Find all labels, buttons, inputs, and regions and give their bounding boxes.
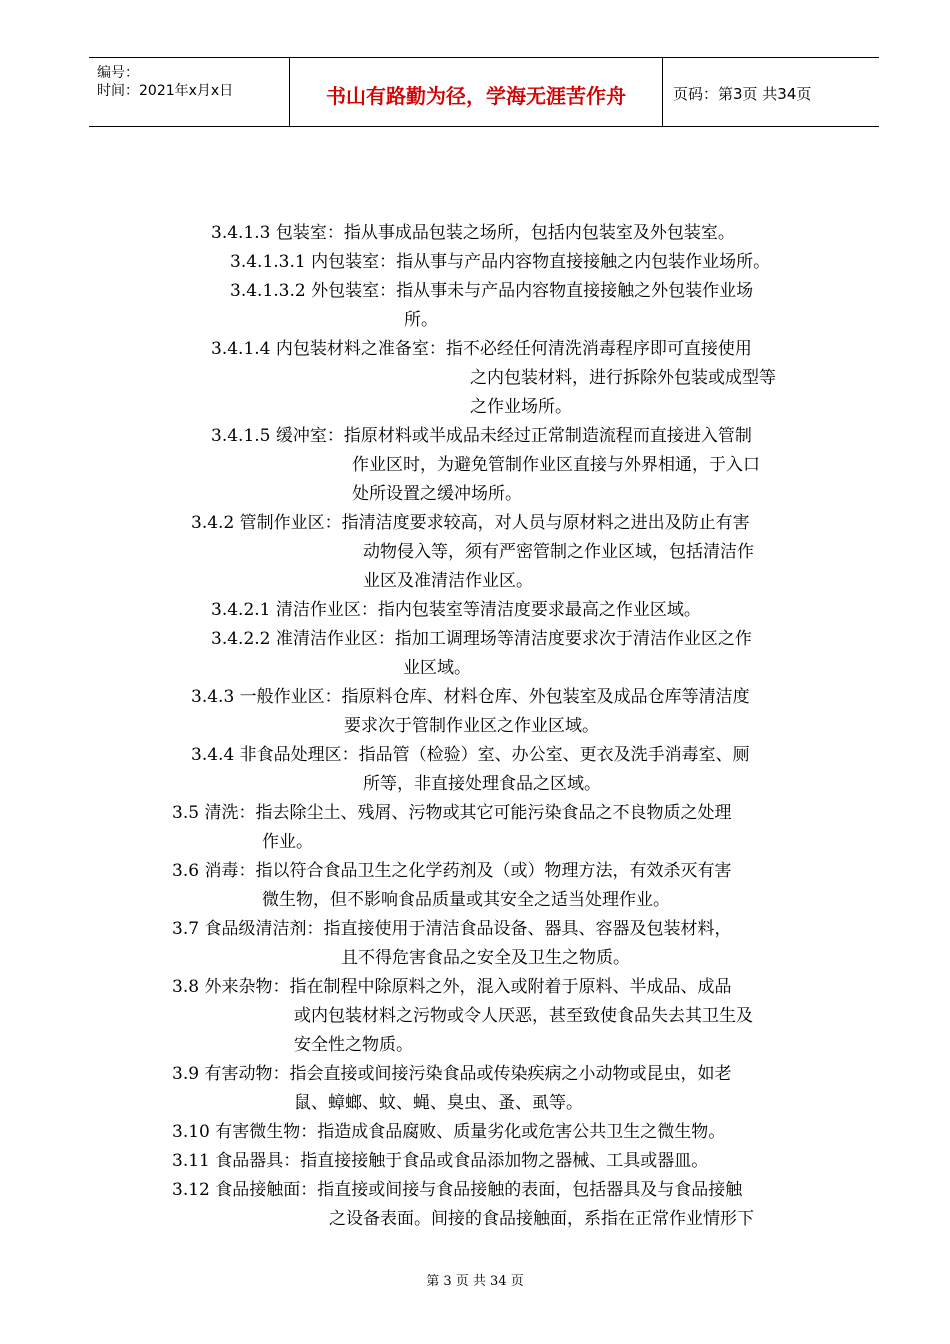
text-line: 3.4.3 一般作业区：指原料仓库、材料仓库、外包装室及成品仓库等清洁度 xyxy=(191,687,750,707)
text-line: 所等，非直接处理食品之区域。 xyxy=(363,774,601,794)
text-line: 3.10 有害微生物：指造成食品腐败、质量劣化或危害公共卫生之微生物。 xyxy=(172,1122,726,1142)
document-number-label: 编号： xyxy=(97,65,139,81)
text-line: 3.4.2.2 准清洁作业区：指加工调理场等清洁度要求次于清洁作业区之作 xyxy=(211,629,752,649)
text-line: 或内包装材料之污物或令人厌恶，甚至致使食品失去其卫生及 xyxy=(294,1006,753,1026)
text-line: 作业。 xyxy=(262,832,313,852)
page-header xyxy=(89,57,879,127)
text-line: 3.4.1.3.1 内包装室：指从事与产品内容物直接接触之内包装作业场所。 xyxy=(230,252,771,272)
text-line: 3.11 食品器具：指直接接触于食品或食品添加物之器械、工具或器皿。 xyxy=(172,1151,709,1171)
text-line: 且不得危害食品之安全及卫生之物质。 xyxy=(341,948,630,968)
text-line: 3.8 外来杂物：指在制程中除原料之外，混入或附着于原料、半成品、成品 xyxy=(172,977,732,997)
text-line: 3.4.1.3 包装室：指从事成品包装之场所，包括内包装室及外包装室。 xyxy=(211,223,735,243)
header-motto-cell xyxy=(290,58,663,126)
page-footer: 第 3 页 共 34 页 xyxy=(426,1274,524,1289)
header-info-cell xyxy=(89,58,290,126)
text-line: 鼠、蟑螂、蚊、蝇、臭虫、蚤、虱等。 xyxy=(294,1093,583,1113)
text-line: 动物侵入等，须有严密管制之作业区域，包括清洁作 xyxy=(363,542,754,562)
motto-text: 书山有路勤为径，学海无涯苦作舟 xyxy=(326,84,626,108)
text-line: 微生物，但不影响食品质量或其安全之适当处理作业。 xyxy=(262,890,670,910)
header-page-cell xyxy=(663,58,879,126)
text-line: 3.4.1.5 缓冲室：指原材料或半成品未经过正常制造流程而直接进入管制 xyxy=(211,426,752,446)
text-line: 所。 xyxy=(404,310,438,330)
text-line: 之内包装材料，进行拆除外包装或成型等 xyxy=(470,368,776,388)
text-line: 3.12 食品接触面：指直接或间接与食品接触的表面，包括器具及与食品接触 xyxy=(172,1180,743,1200)
text-line: 3.4.1.4 内包装材料之准备室：指不必经任何清洗消毒程序即可直接使用 xyxy=(211,339,752,359)
text-line: 要求次于管制作业区之作业区域。 xyxy=(344,716,599,736)
text-line: 业区域。 xyxy=(403,658,471,678)
page-code: 页码：第3页 共34页 xyxy=(673,85,812,103)
text-line: 3.6 消毒：指以符合食品卫生之化学药剂及（或）物理方法，有效杀灭有害 xyxy=(172,861,732,881)
text-line: 之作业场所。 xyxy=(470,397,572,417)
text-line: 作业区时，为避免管制作业区直接与外界相通，于入口 xyxy=(352,455,760,475)
text-line: 3.4.1.3.2 外包装室：指从事未与产品内容物直接接触之外包装作业场 xyxy=(230,281,754,301)
text-line: 之设备表面。间接的食品接触面，系指在正常作业情形下 xyxy=(329,1209,754,1229)
text-line: 业区及准清洁作业区。 xyxy=(363,571,533,591)
text-line: 3.4.4 非食品处理区：指品管（检验）室、办公室、更衣及洗手消毒室、厕 xyxy=(191,745,750,765)
text-line: 3.4.2.1 清洁作业区：指内包装室等清洁度要求最高之作业区域。 xyxy=(211,600,701,620)
document-time-label: 时间：2021年x月x日 xyxy=(97,83,234,99)
text-line: 安全性之物质。 xyxy=(294,1035,413,1055)
text-line: 3.7 食品级清洁剂：指直接使用于清洁食品设备、器具、容器及包装材料， xyxy=(172,919,732,939)
text-line: 3.9 有害动物：指会直接或间接污染食品或传染疾病之小动物或昆虫，如老 xyxy=(172,1064,732,1084)
text-line: 3.4.2 管制作业区：指清洁度要求较高，对人员与原材料之进出及防止有害 xyxy=(191,513,750,533)
text-line: 处所设置之缓冲场所。 xyxy=(352,484,522,504)
text-line: 3.5 清洗：指去除尘土、残屑、污物或其它可能污染食品之不良物质之处理 xyxy=(172,803,732,823)
